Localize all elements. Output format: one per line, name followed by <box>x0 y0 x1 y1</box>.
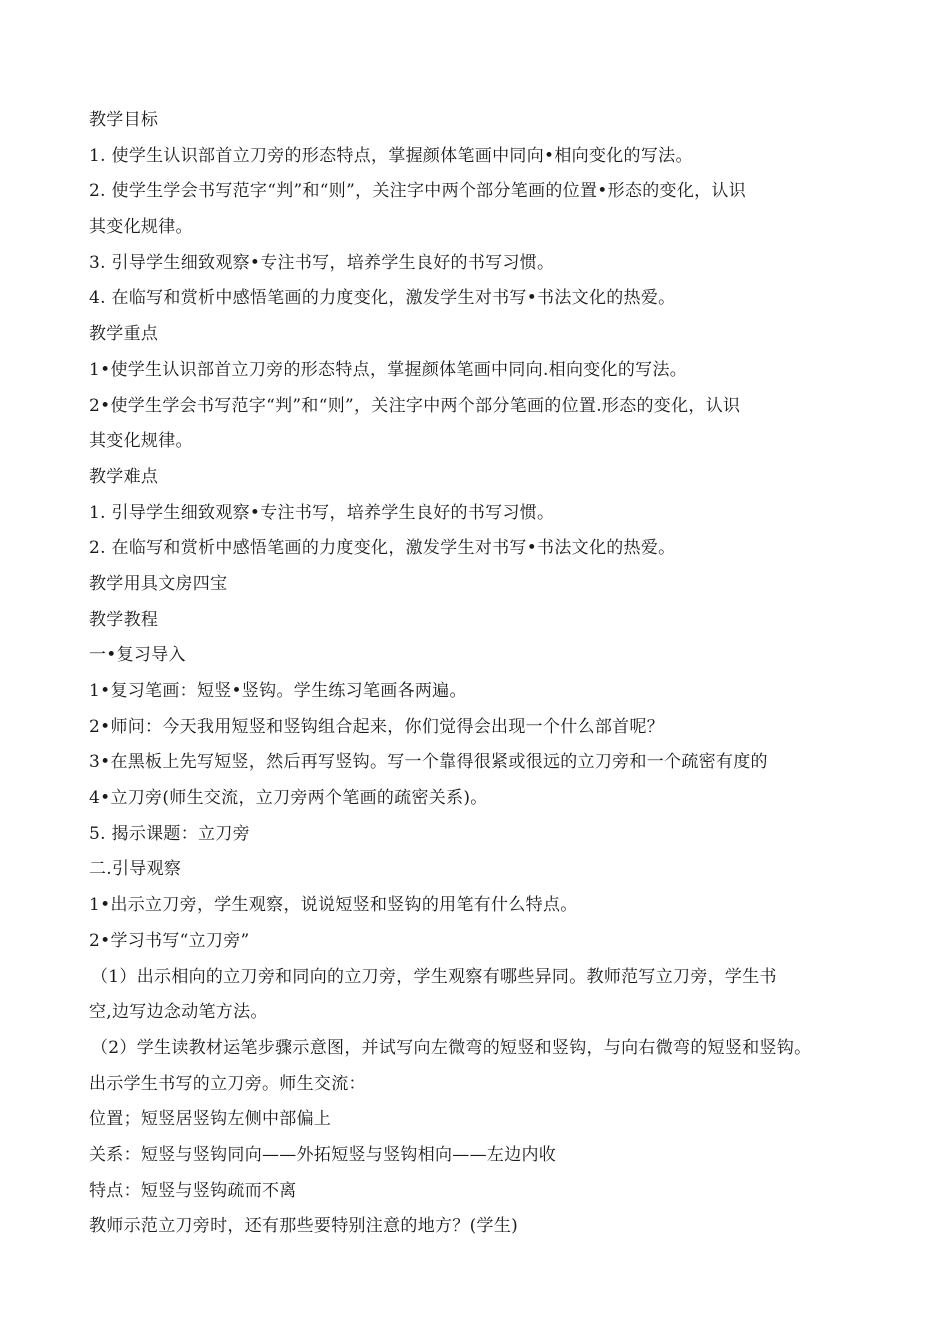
observation-subitem-2: （2）学生读教材运笔步骤示意图，并试写向左微弯的短竖和竖钩，与向右微弯的短竖和竖钩。 <box>91 1037 812 1058</box>
section-guided-observation: 二.引导观察 <box>89 859 182 880</box>
heading-teaching-difficulty: 教学难点 <box>89 466 159 487</box>
section-review-intro: 一•复习导入 <box>89 645 186 666</box>
focus-item-2: 2•使学生学会书写范字“判”和“则”，关注字中两个部分笔画的位置.形态的变化，认识 <box>89 395 741 416</box>
observation-subitem-1-continued: 空,边写边念动笔方法。 <box>89 1002 268 1023</box>
heading-teaching-goals: 教学目标 <box>89 110 159 130</box>
goal-item-2: 2. 使学生学会书写范字“判”和“则”，关注字中两个部分笔画的位置•形态的变化，认识 <box>89 181 747 202</box>
note-relation: 关系：短竖与竖钩同向——外拓短竖与竖钩相向——左边内收 <box>89 1144 557 1165</box>
note-position: 位置；短竖居竖钩左侧中部偏上 <box>89 1109 332 1130</box>
observation-item-2: 2•学习书写“立刀旁” <box>89 930 250 951</box>
observation-exchange: 出示学生书写的立刀旁。师生交流： <box>89 1073 366 1094</box>
goal-item-1: 1. 使学生认识部首立刀旁的形态特点，掌握颜体笔画中同向•相向变化的写法。 <box>89 145 693 166</box>
teacher-demo-question: 教师示范立刀旁时，还有那些要特别注意的地方？(学生) <box>89 1216 519 1237</box>
review-item-2: 2•师问：今天我用短竖和竖钩组合起来，你们觉得会出现一个什么部首呢？ <box>89 716 665 737</box>
review-item-3: 3•在黑板上先写短竖，然后再写竖钩。写一个靠得很紧或很远的立刀旁和一个疏密有度的 <box>89 752 768 773</box>
review-item-4: 4•立刀旁(师生交流，立刀旁两个笔画的疏密关系)。 <box>89 788 488 809</box>
note-feature: 特点：短竖与竖钩疏而不离 <box>89 1180 297 1201</box>
heading-teaching-tools: 教学用具文房四宝 <box>89 573 228 594</box>
review-item-1: 1•复习笔画：短竖•竖钩。学生练习笔画各两遍。 <box>89 681 467 701</box>
review-item-5: 5. 揭示课题：立刀旁 <box>89 823 250 844</box>
observation-subitem-1: （1）出示相向的立刀旁和同向的立刀旁，学生观察有哪些异同。教师范写立刀旁，学生书 <box>91 966 777 987</box>
heading-teaching-process: 教学教程 <box>89 609 159 630</box>
goal-item-2-continued: 其变化规律。 <box>89 217 193 238</box>
difficulty-item-2: 2. 在临写和赏析中感悟笔画的力度变化，激发学生对书写•书法文化的热爱。 <box>89 538 676 559</box>
heading-teaching-focus: 教学重点 <box>89 324 159 345</box>
goal-item-3: 3. 引导学生细致观察•专注书写，培养学生良好的书写习惯。 <box>89 252 555 273</box>
document-body <box>89 106 889 1248</box>
difficulty-item-1: 1. 引导学生细致观察•专注书写，培养学生良好的书写习惯。 <box>89 502 555 523</box>
observation-item-1: 1•出示立刀旁，学生观察，说说短竖和竖钩的用笔有什么特点。 <box>89 895 578 916</box>
focus-item-2-continued: 其变化规律。 <box>89 431 193 452</box>
goal-item-4: 4. 在临写和赏析中感悟笔画的力度变化，激发学生对书写•书法文化的热爱。 <box>89 288 676 309</box>
focus-item-1: 1•使学生认识部首立刀旁的形态特点，掌握颜体笔画中同向.相向变化的写法。 <box>89 359 688 380</box>
